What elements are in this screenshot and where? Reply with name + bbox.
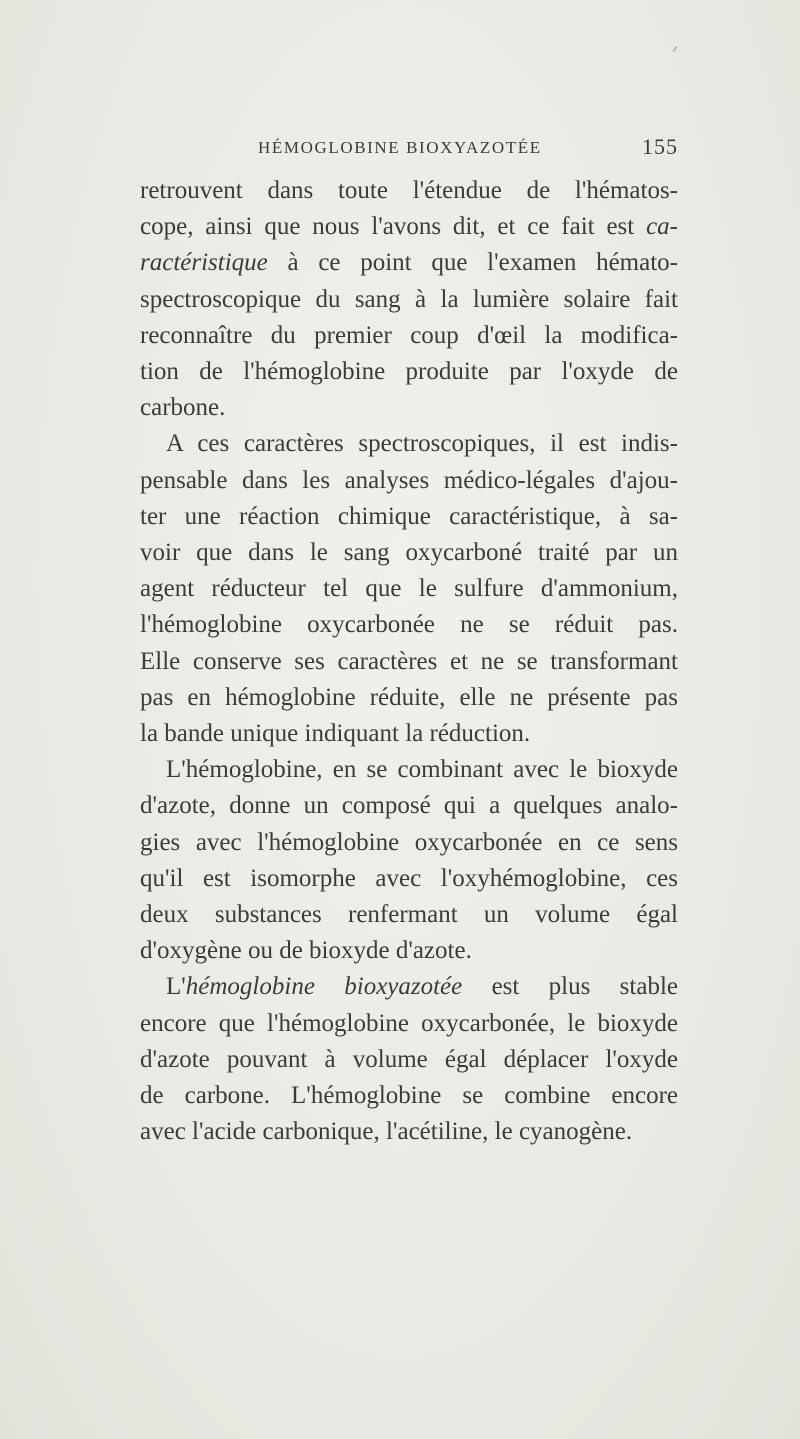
body-text	[140, 173, 678, 1150]
text-line: deux substances renfermant un volume égal	[140, 901, 678, 929]
text-line: A ces caractères spectroscopiques, il est indis-	[166, 430, 678, 458]
text-line: cope, ainsi que nous l'avons dit, et ce fait est ca-	[140, 213, 678, 241]
text-line: L'hémoglobine, en se combinant avec le bioxyde	[166, 756, 678, 784]
text-line: reconnaître du premier coup d'œil la modifica-	[140, 321, 678, 349]
text-line: tion de l'hémoglobine produite par l'oxyde de	[140, 358, 678, 386]
text-line: pas en hémoglobine réduite, elle ne présente pas	[140, 683, 678, 711]
paragraph-4	[140, 969, 678, 1150]
paragraph-2	[140, 426, 678, 752]
text-line: ractéristique à ce point que l'examen hémato-	[140, 249, 678, 277]
page-number: 155	[642, 134, 678, 159]
text-line: encore que l'hémoglobine oxycarbonée, le bioxyde	[140, 1009, 678, 1037]
running-title: HÉMOGLOBINE BIOXYAZOTÉE	[258, 138, 542, 157]
text-line: voir que dans le sang oxycarboné traité par un	[140, 539, 678, 567]
text-line: carbone.	[140, 394, 226, 422]
text-line: d'azote pouvant à volume égal déplacer l'oxyde	[140, 1045, 678, 1073]
text-line: agent réducteur tel que le sulfure d'ammonium,	[140, 575, 678, 603]
page-header	[258, 134, 678, 164]
text-line: d'azote, donne un composé qui a quelques analo-	[140, 792, 678, 820]
text-line: de carbone. L'hémoglobine se combine encore	[140, 1082, 678, 1110]
text-line: pensable dans les analyses médico-légales d'ajou-	[140, 466, 678, 494]
text-line: d'oxygène ou de bioxyde d'azote.	[140, 937, 472, 965]
paragraph-3	[140, 752, 678, 969]
text-line: ter une réaction chimique caractéristique, à sa-	[140, 502, 678, 530]
paragraph-1	[140, 173, 678, 426]
text-line: gies avec l'hémoglobine oxycarbonée en ce sens	[140, 828, 678, 856]
text-line: retrouvent dans toute l'étendue de l'hématos-	[140, 177, 678, 204]
text-line: la bande unique indiquant la réduction.	[140, 720, 531, 748]
text-line: avec l'acide carbonique, l'acétiline, le cyanogène.	[140, 1118, 633, 1146]
pencil-mark	[672, 46, 677, 52]
text-line: qu'il est isomorphe avec l'oxyhémoglobine, ces	[140, 864, 678, 892]
text-line: spectroscopique du sang à la lumière solaire fait	[140, 285, 678, 313]
text-line: l'hémoglobine oxycarbonée ne se réduit pas.	[140, 611, 678, 639]
text-line: L'hémoglobine bioxyazotée est plus stable	[166, 973, 678, 1001]
text-line: Elle conserve ses caractères et ne se transformant	[140, 647, 678, 675]
